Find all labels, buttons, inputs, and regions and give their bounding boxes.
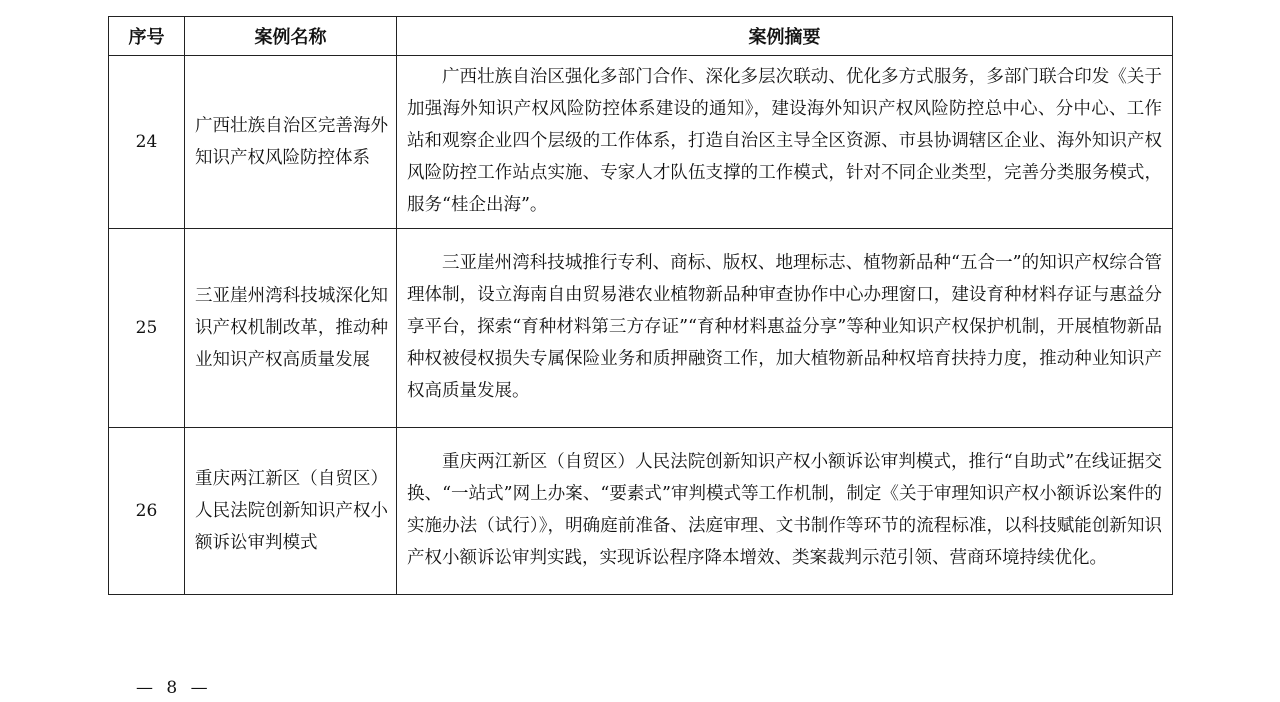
header-summary: 案例摘要 xyxy=(397,17,1173,56)
case-name: 三亚崖州湾科技城深化知识产权机制改革，推动种业知识产权高质量发展 xyxy=(185,229,397,428)
case-number: 26 xyxy=(109,428,185,595)
case-number: 24 xyxy=(109,56,185,229)
table-row xyxy=(109,56,1173,229)
case-table xyxy=(108,16,1173,595)
header-name: 案例名称 xyxy=(185,17,397,56)
case-summary: 三亚崖州湾科技城推行专利、商标、版权、地理标志、植物新品种“五合一”的知识产权综合管理体制，设立海南自由贸易港农业植物新品种审查协作中心办理窗口，建设育种材料存证与惠益分享平台，探索“育种材料第三方存证”“育种材料惠益分享”等种业知识产权保护机制，开展植物新品种权被侵权损失专属保险业务和质押融资工作，加大植物新品种权培育扶持力度，推动种业知识产权高质量发展。 xyxy=(397,229,1173,428)
case-name: 广西壮族自治区完善海外知识产权风险防控体系 xyxy=(185,56,397,229)
header-number: 序号 xyxy=(109,17,185,56)
case-summary: 重庆两江新区（自贸区）人民法院创新知识产权小额诉讼审判模式，推行“自助式”在线证据交换、“一站式”网上办案、“要素式”审判模式等工作机制，制定《关于审理知识产权小额诉讼案件的实施办法（试行）》，明确庭前准备、法庭审理、文书制作等环节的流程标准，以科技赋能创新知识产权小额诉讼审判实践，实现诉讼程序降本增效、类案裁判示范引领、营商环境持续优化。 xyxy=(397,428,1173,595)
case-name: 重庆两江新区（自贸区）人民法院创新知识产权小额诉讼审判模式 xyxy=(185,428,397,595)
table-row xyxy=(109,229,1173,428)
page-number: — 8 — xyxy=(136,678,212,698)
table-header-row xyxy=(109,17,1173,56)
table-row xyxy=(109,428,1173,595)
case-number: 25 xyxy=(109,229,185,428)
case-summary: 广西壮族自治区强化多部门合作、深化多层次联动、优化多方式服务，多部门联合印发《关于加强海外知识产权风险防控体系建设的通知》，建设海外知识产权风险防控总中心、分中心、工作站和观察企业四个层级的工作体系，打造自治区主导全区资源、市县协调辖区企业、海外知识产权风险防控工作站点实施、专家人才队伍支撑的工作模式，针对不同企业类型，完善分类服务模式，服务“桂企出海”。 xyxy=(397,56,1173,229)
